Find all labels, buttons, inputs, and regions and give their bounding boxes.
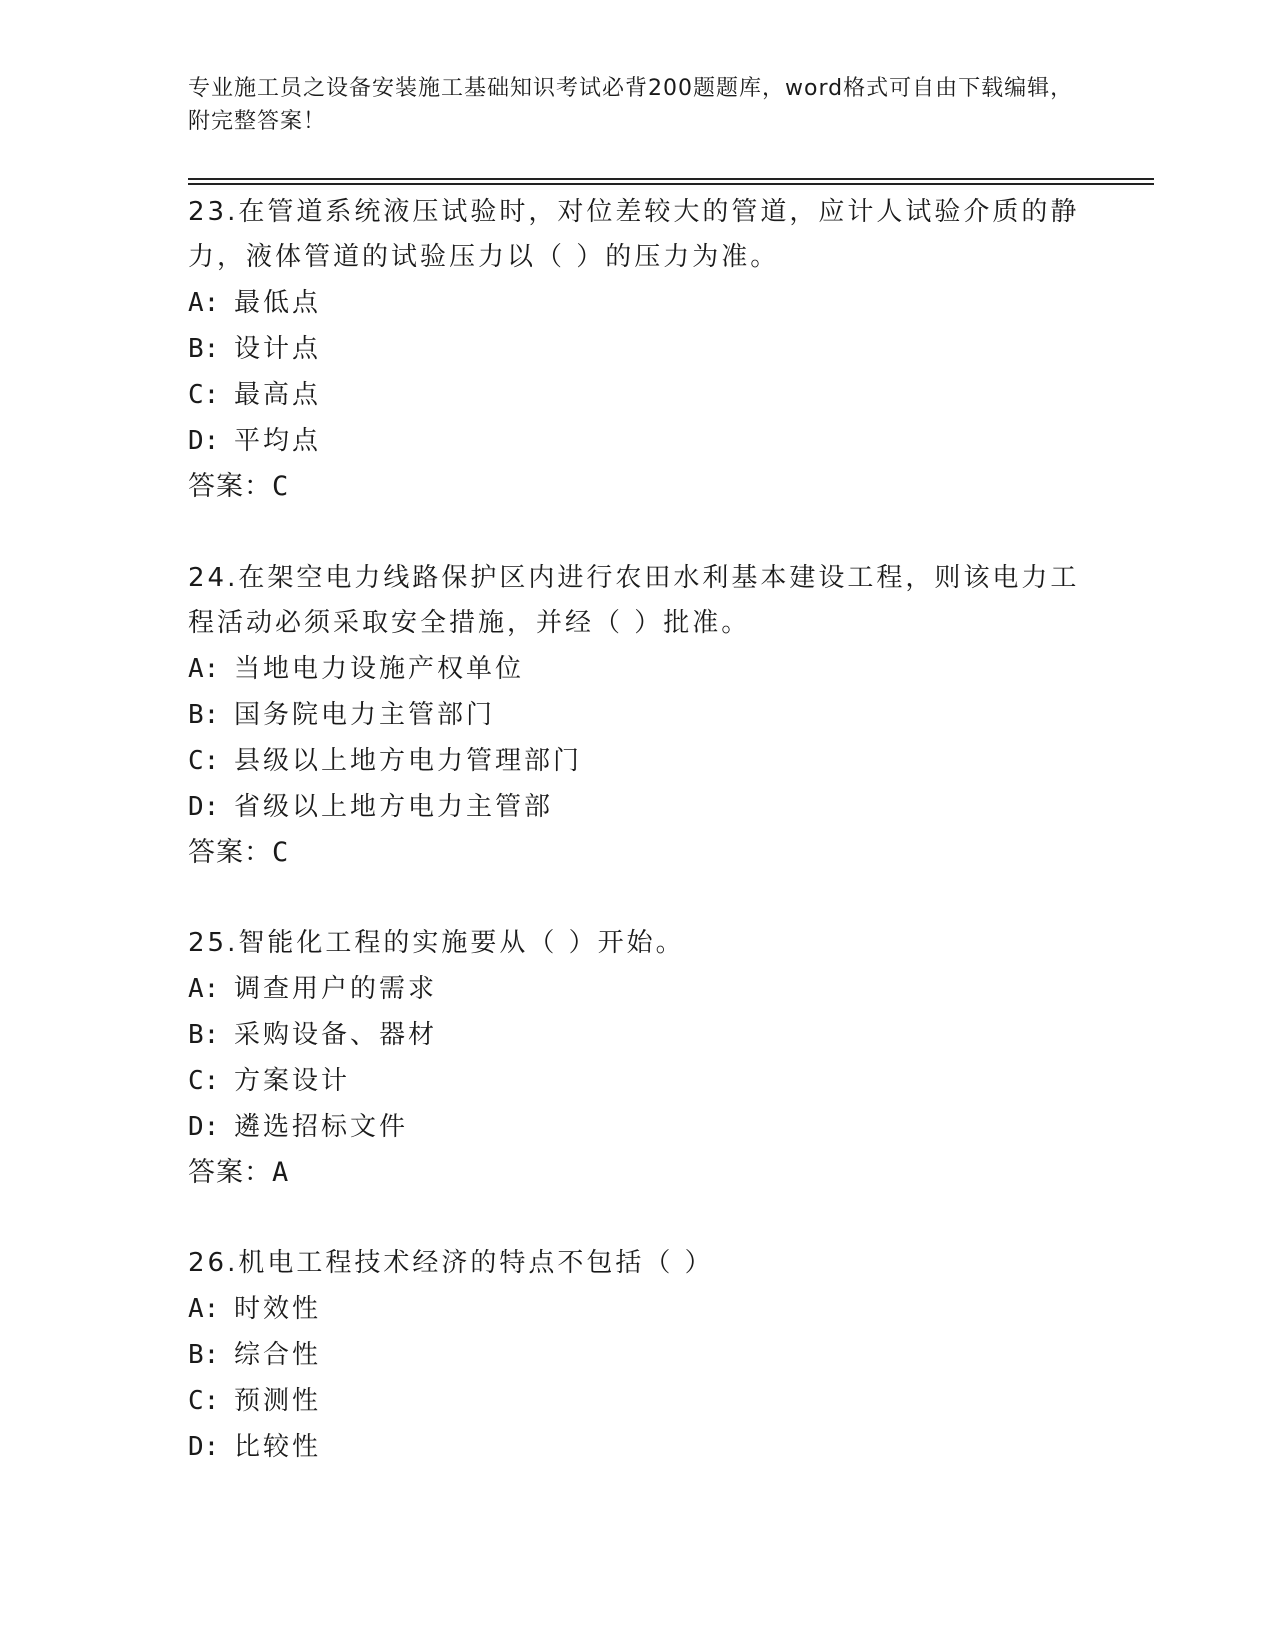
option-d: [188, 418, 1088, 464]
question-26: [188, 1241, 1088, 1470]
option-c: [188, 1378, 1088, 1424]
option-text: 综合性: [234, 1340, 322, 1370]
option-text: 比较性: [234, 1432, 322, 1462]
answer-label: 答案：: [188, 471, 272, 502]
option-text: 省级以上地方电力主管部: [234, 792, 554, 822]
option-d: [188, 1104, 1088, 1150]
option-a: [188, 646, 1088, 692]
answer-label: 答案：: [188, 837, 272, 868]
question-25: [188, 921, 1088, 1196]
option-letter: D:: [188, 792, 220, 822]
option-a: [188, 280, 1088, 326]
option-text: 当地电力设施产权单位: [234, 654, 525, 684]
option-letter: B:: [188, 1020, 220, 1050]
option-text: 国务院电力主管部门: [234, 700, 496, 730]
option-letter: C:: [188, 1386, 220, 1416]
option-letter: C:: [188, 746, 220, 776]
answer-line: [188, 464, 1088, 510]
option-letter: A:: [188, 654, 220, 684]
option-letter: D:: [188, 1432, 220, 1462]
option-b: [188, 692, 1088, 738]
option-letter: B:: [188, 700, 220, 730]
answer-value: C: [272, 837, 290, 868]
question-stem: 26.机电工程技术经济的特点不包括（ ）: [188, 1248, 714, 1278]
option-a: [188, 966, 1088, 1012]
option-letter: C:: [188, 1066, 220, 1096]
question-23: [188, 190, 1088, 510]
option-d: [188, 1424, 1088, 1470]
option-b: [188, 326, 1088, 372]
option-letter: A:: [188, 288, 220, 318]
option-text: 时效性: [234, 1294, 322, 1324]
option-b: [188, 1332, 1088, 1378]
option-d: [188, 784, 1088, 830]
answer-value: C: [272, 471, 290, 502]
option-b: [188, 1012, 1088, 1058]
answer-line: [188, 830, 1088, 876]
option-text: 调查用户的需求: [234, 974, 438, 1004]
option-letter: D:: [188, 1112, 220, 1142]
answer-line: [188, 1150, 1088, 1196]
option-text: 方案设计: [234, 1066, 351, 1096]
option-text: 预测性: [234, 1386, 322, 1416]
document-header: 专业施工员之设备安装施工基础知识考试必背200题题库，word格式可自由下载编辑，附完整答案！: [188, 76, 1074, 134]
option-letter: A:: [188, 974, 220, 1004]
question-stem: 24.在架空电力线路保护区内进行农田水利基本建设工程，则该电力工程活动必须采取安全措施，并经（ ）批准。: [188, 563, 1080, 638]
option-c: [188, 1058, 1088, 1104]
option-letter: B:: [188, 334, 220, 364]
option-text: 县级以上地方电力管理部门: [234, 746, 583, 776]
header-divider-top: [188, 178, 1154, 180]
question-24: [188, 556, 1088, 876]
option-c: [188, 372, 1088, 418]
question-stem: 23.在管道系统液压试验时，对位差较大的管道，应计人试验介质的静力，液体管道的试验压力以（ ）的压力为准。: [188, 197, 1080, 272]
answer-value: A: [272, 1157, 290, 1188]
option-c: [188, 738, 1088, 784]
option-a: [188, 1286, 1088, 1332]
question-stem: 25.智能化工程的实施要从（ ）开始。: [188, 928, 685, 958]
option-letter: B:: [188, 1340, 220, 1370]
answer-label: 答案：: [188, 1157, 272, 1188]
option-text: 遴选招标文件: [234, 1112, 409, 1142]
option-text: 最高点: [234, 380, 322, 410]
option-letter: A:: [188, 1294, 220, 1324]
option-letter: C:: [188, 380, 220, 410]
option-letter: D:: [188, 426, 220, 456]
option-text: 平均点: [234, 426, 322, 456]
header-divider-bottom: [188, 183, 1154, 185]
option-text: 设计点: [234, 334, 322, 364]
option-text: 最低点: [234, 288, 322, 318]
option-text: 采购设备、器材: [234, 1020, 438, 1050]
